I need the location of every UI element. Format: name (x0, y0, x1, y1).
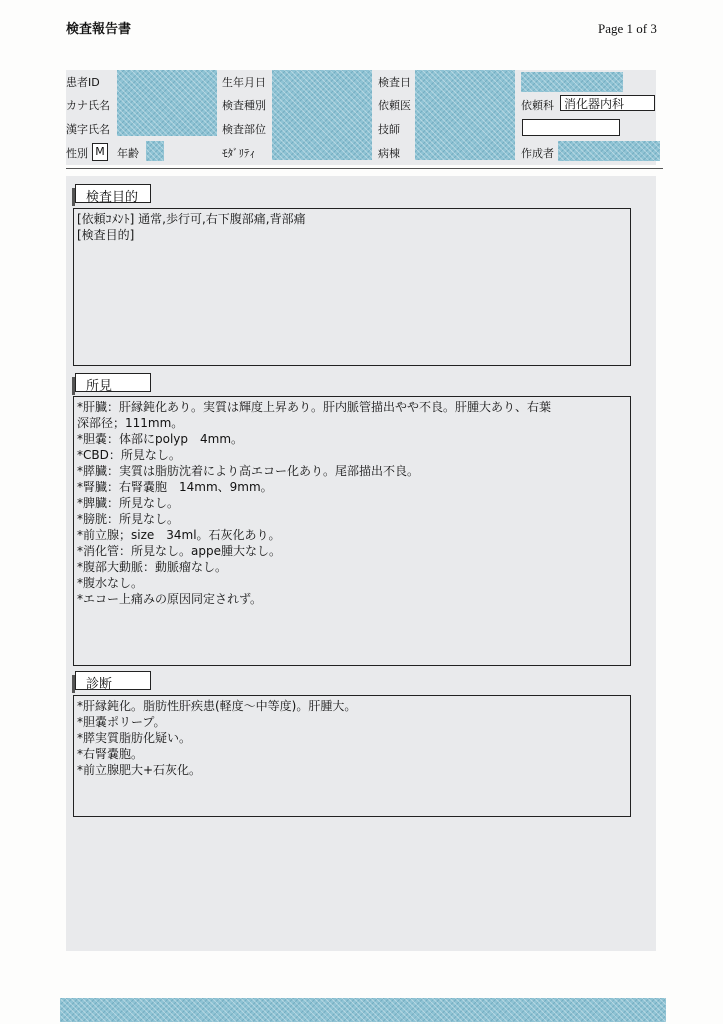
exam-type-label: 検査種別 (222, 99, 266, 112)
diagnosis-box (73, 695, 631, 817)
redacted-patient-name (117, 70, 217, 136)
redacted-exam-date (521, 72, 623, 92)
findings-box (73, 396, 631, 666)
kanji-name-label: 漢字氏名 (66, 123, 110, 136)
document-title: 検査報告書 (66, 22, 132, 37)
birthdate-label: 生年月日 (222, 76, 266, 89)
sex-value: M (92, 143, 108, 161)
author-label: 作成者 (521, 147, 554, 160)
findings-line: *腹水なし。 (77, 576, 144, 590)
section-title-findings: 所見 (75, 373, 151, 392)
redacted-footer (60, 998, 666, 1022)
age-label: 年齢 (117, 147, 139, 160)
requesting-doctor-label: 依頼医 (378, 99, 411, 112)
diagnosis-line: *胆嚢ポリープ。 (77, 715, 166, 729)
findings-line: *CBD：所見なし。 (77, 448, 181, 462)
findings-line: 深部径；111mm。 (77, 416, 184, 430)
kana-name-label: カナ氏名 (66, 99, 110, 112)
diagnosis-line: *前立腺肥大+石灰化。 (77, 763, 202, 777)
purpose-line: [依頼ｺﾒﾝﾄ] 通常,歩行可,右下腹部痛,背部痛 (77, 212, 306, 226)
findings-line: *腎臓：右腎嚢胞 14mm、9mm。 (77, 480, 273, 494)
exam-site-label: 検査部位 (222, 123, 266, 136)
findings-line: *膀胱：所見なし。 (77, 512, 180, 526)
diagnosis-line: *肝縁鈍化。脂肪性肝疾患(軽度～中等度)。肝腫大。 (77, 699, 357, 713)
technician-label: 技師 (378, 123, 400, 136)
findings-line: *胆嚢：体部にpolyp 4mm。 (77, 432, 244, 446)
page-number: Page 1 of 3 (598, 21, 657, 36)
section-title-purpose: 検査目的 (75, 184, 151, 203)
findings-line: *前立腺；size 34ml。石灰化あり。 (77, 528, 281, 542)
requesting-dept-label: 依頼科 (521, 99, 554, 112)
diagnosis-line: *膵実質脂肪化疑い。 (77, 731, 192, 745)
patient-id-label: 患者ID (66, 76, 100, 89)
purpose-line: [検査目的] (77, 228, 135, 242)
findings-line: *腹部大動脈：動脈瘤なし。 (77, 560, 228, 574)
modality-label: ﾓﾀﾞﾘﾃｨ (222, 147, 255, 160)
diagnosis-line: *右腎嚢胞。 (77, 747, 144, 761)
findings-line: *膵臓：実質は脂肪沈着により高エコー化あり。尾部描出不良。 (77, 464, 420, 478)
requesting-dept-value: 消化器内科 (560, 95, 655, 111)
empty-field-box (522, 119, 620, 136)
sex-label: 性別 (66, 147, 88, 160)
redacted-exam-details (272, 70, 372, 160)
redacted-author (558, 141, 660, 161)
findings-line: *エコー上痛みの原因同定されず。 (77, 592, 263, 606)
ward-label: 病棟 (378, 147, 400, 160)
exam-date-label: 検査日 (378, 76, 411, 89)
findings-line: *消化管：所見なし。appe腫大なし。 (77, 544, 281, 558)
findings-line: *肝臓：肝縁鈍化あり。実質は輝度上昇あり。肝内脈管描出やや不良。肝腫大あり、右葉 (77, 400, 552, 414)
findings-line: *脾臓：所見なし。 (77, 496, 180, 510)
section-title-diagnosis: 診断 (75, 671, 151, 690)
redacted-age (146, 141, 164, 161)
redacted-doctor-info (415, 70, 515, 160)
header-divider (66, 168, 663, 169)
purpose-box (73, 208, 631, 366)
